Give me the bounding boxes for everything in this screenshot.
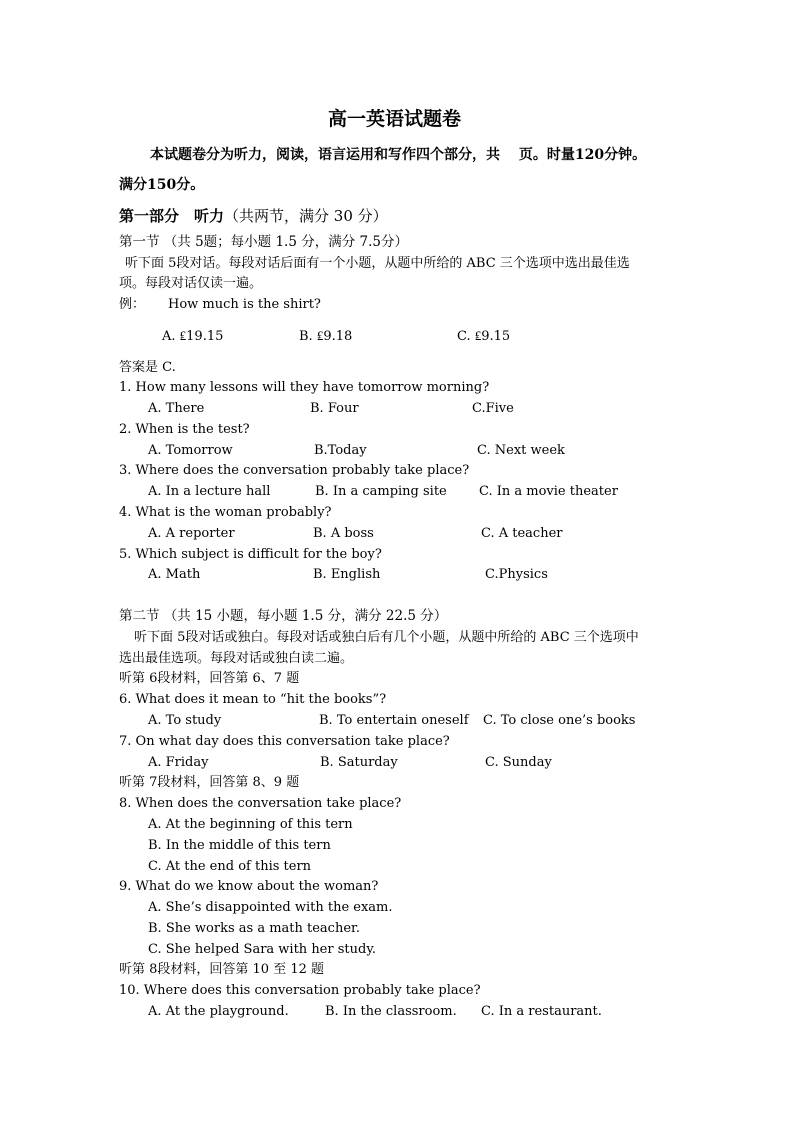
example-question: How much is the shirt?	[168, 297, 321, 312]
q9-option-a: A. She’s disappointed with the exam.	[148, 900, 393, 915]
intro-line-1: 本试题卷分为听力，阅读，语言运用和写作四个部分，共 页。时量120分钟。	[150, 147, 647, 163]
q2-option-a: A. Tomorrow	[148, 443, 233, 458]
q4-option-c: C. A teacher	[481, 526, 563, 541]
q3-option-a: A. In a lecture hall	[148, 484, 271, 499]
question-5: 5. Which subject is difficult for the boy?	[119, 547, 382, 562]
q10-option-c: C. In a restaurant.	[481, 1004, 602, 1019]
question-2: 2. When is the test?	[119, 422, 250, 437]
q1-option-a: A. There	[148, 401, 205, 416]
section1-instruction-2: 项。每段对话仅读一遍。	[119, 276, 263, 291]
q4-option-a: A. A reporter	[148, 526, 235, 541]
q10-option-a: A. At the playground.	[148, 1004, 289, 1019]
section1-instruction-1: 听下面 5段对话。每段对话后面有一个小题，从题中所给的 ABC 三个选项中选出最佳选	[125, 256, 630, 271]
q6-option-c: C. To close one’s books	[483, 713, 636, 728]
q10-option-b: B. In the classroom.	[325, 1004, 457, 1019]
q8-option-a: A. At the beginning of this tern	[148, 817, 353, 832]
section2-instruction-1: 听下面 5段对话或独白。每段对话或独白后有几个小题，从题中所给的 ABC 三个选项中	[134, 630, 639, 645]
question-8: 8. When does the conversation take place?	[119, 796, 402, 811]
q3-option-b: B. In a camping site	[315, 484, 447, 499]
question-3: 3. Where does the conversation probably take place?	[119, 463, 470, 478]
q8-option-c: C. At the end of this tern	[148, 859, 312, 874]
example-option-c: C. ₤9.15	[457, 329, 511, 344]
page-title: 高一英语试题卷	[328, 108, 462, 130]
material-6-heading: 听第 6段材料，回答第 6、7 题	[119, 671, 300, 686]
q6-option-b: B. To entertain oneself	[319, 713, 469, 728]
q1-option-b: B. Four	[310, 401, 359, 416]
question-7: 7. On what day does this conversation take place?	[119, 734, 450, 749]
question-1: 1. How many lessons will they have tomorrow morning?	[119, 380, 490, 395]
part1-heading	[119, 207, 388, 225]
q5-option-c: C.Physics	[485, 567, 548, 582]
q7-option-a: A. Friday	[148, 755, 209, 770]
section2-heading: 第二节 （共 15 小题，每小题 1.5 分，满分 22.5 分）	[119, 608, 448, 624]
intro-line-2: 满分150分。	[119, 177, 205, 193]
q5-option-a: A. Math	[148, 567, 201, 582]
q9-option-b: B. She works as a math teacher.	[148, 921, 360, 936]
part1-note: （共两节，满分 30 分）	[224, 207, 388, 225]
material-7-heading: 听第 7段材料，回答第 8、9 题	[119, 775, 300, 790]
material-8-heading: 听第 8段材料，回答第 10 至 12 题	[119, 962, 325, 977]
section1-heading: 第一节 （共 5题；每小题 1.5 分，满分 7.5分）	[119, 234, 408, 250]
q1-option-c: C.Five	[472, 401, 514, 416]
q5-option-b: B. English	[313, 567, 381, 582]
example-label: 例：	[119, 297, 146, 312]
example-answer: 答案是 C.	[119, 360, 176, 375]
question-10: 10. Where does this conversation probably take place?	[119, 983, 481, 998]
question-6: 6. What does it mean to “hit the books”?	[119, 692, 387, 707]
q3-option-c: C. In a movie theater	[479, 484, 618, 499]
q2-option-c: C. Next week	[477, 443, 565, 458]
q2-option-b: B.Today	[314, 443, 367, 458]
q8-option-b: B. In the middle of this tern	[148, 838, 331, 853]
part1-title: 第一部分 听力	[119, 207, 225, 225]
example-option-b: B. ₤9.18	[299, 329, 353, 344]
section2-instruction-2: 选出最佳选项。每段对话或独白读二遍。	[119, 651, 354, 666]
q7-option-b: B. Saturday	[320, 755, 398, 770]
q6-option-a: A. To study	[148, 713, 222, 728]
q4-option-b: B. A boss	[313, 526, 374, 541]
question-9: 9. What do we know about the woman?	[119, 879, 379, 894]
question-4: 4. What is the woman probably?	[119, 505, 332, 520]
example-option-a: A. ₤19.15	[162, 329, 224, 344]
q7-option-c: C. Sunday	[485, 755, 552, 770]
q9-option-c: C. She helped Sara with her study.	[148, 942, 377, 957]
